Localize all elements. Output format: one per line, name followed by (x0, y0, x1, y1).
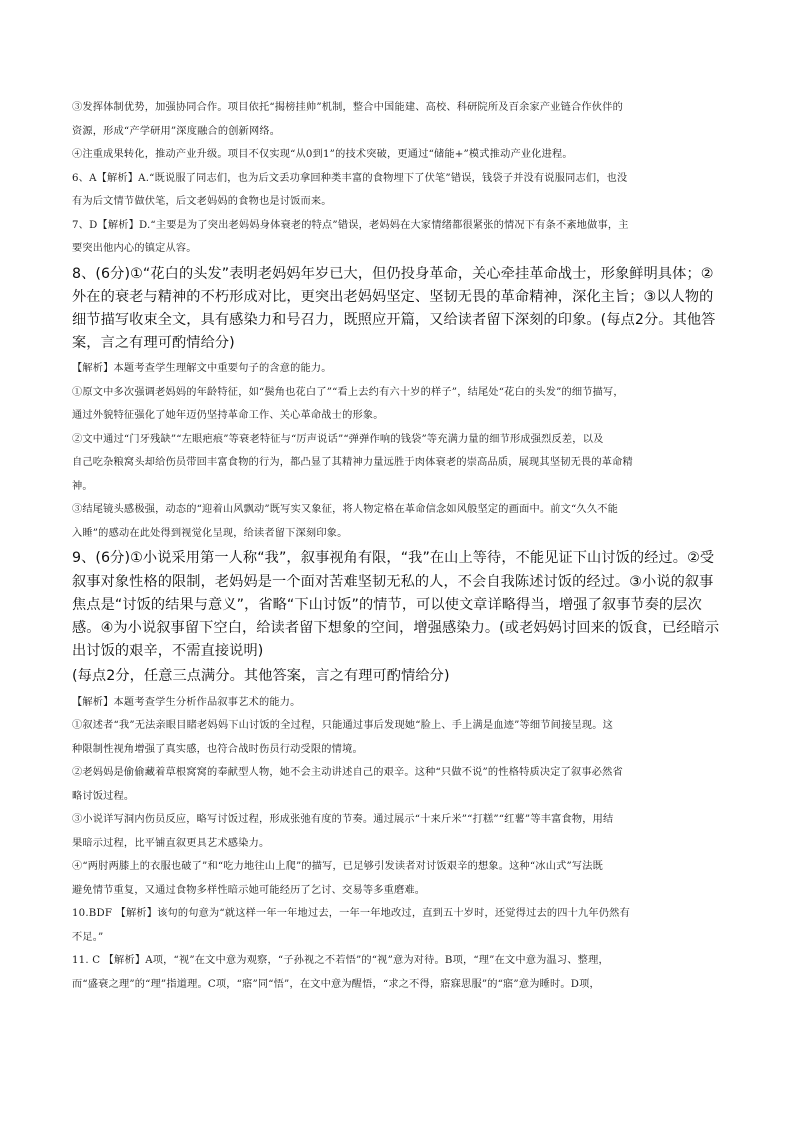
q9-analysis-line: ②老妈妈是偷偷藏着草根窝窝的奉献型人物，她不会主动讲述自己的艰辛。这种“只做不说”的性格特质决定了叙事必然省 (72, 767, 623, 779)
question-10 (72, 902, 724, 949)
question-8 (72, 263, 724, 546)
q8-analysis-line: ③结尾镜头感极强，动态的“迎着山风飘动”既写实又象征，将人物定格在革命信念如风般坚定的画面中。前文“久久不能 (72, 504, 618, 516)
q6-line: 有为后文情节做伏笔，后文老妈妈的食物也是讨饭而来。 (72, 196, 332, 207)
q7-line: 7、D【解析】D.“主要是为了突出老妈妈身体衰老的特点”错误，老妈妈在大家情绪都很紧张的情况下有条不紊地做事，主 (72, 219, 629, 231)
q8-analysis-line: 自己吃杂粮窝头却给伤员带回丰富食物的行为，都凸显了其精神力量远胜于肉体衰老的崇高品质，展现其坚韧无畏的革命精 (72, 457, 633, 469)
q9-answer: 9、(6分)①小说采用第一人称“我”，叙事视角有限，“我”在山上等待，不能见证下山讨饭的经过。②受叙事对象性格的限制，老妈妈是一个面对苦难坚韧无私的人，不会自我陈述讨饭的经过。③小说的叙事焦点是“讨饭的结果与意义”，省略“下山讨饭”的情节，可以使文章详略得当，增强了叙事节奏的层次感。④为小说叙事留下空白，给读者留下想象的空间，增强感染力。(或老妈妈讨回来的饭食，已经暗示出讨饭的艰辛，不需直接说明) (72, 550, 720, 660)
q6-line: 6、A【解析】A.“既说服了同志们，也为后文丢功拿回种类丰富的食物埋下了伏笔”错误，钱袋子并没有说服同志们，也没 (72, 172, 628, 184)
q9-analysis-line: 【解析】本题考查学生分析作品叙事艺术的能力。 (72, 696, 301, 708)
q10-line: 10.BDF 【解析】该句的句意为“就这样一年一年地过去，一年一年地改过，直到五十岁时，还觉得过去的四十九年仍然有 (72, 908, 630, 920)
q9-analysis-line: ③小说详写洞内伤员反应，略写讨饭过程，形成张弛有度的节奏。通过展示“十来斤米”“打糕”“红薯”等丰富食物，用结 (72, 814, 614, 826)
question-9 (72, 547, 724, 902)
q9-analysis-line: 避免情节重复，又通过食物多样性暗示她可能经历了乞讨、交易等多重磨难。 (72, 884, 426, 896)
q9-analysis-line: ④“两肘两膝上的衣服也破了”和“吃力地往山上爬”的描写，已足够引发读者对讨饭艰辛的想象。这种“冰山式”写法既 (72, 861, 604, 873)
q8-analysis-line: ②文中通过“门牙残缺”“左眼疤痕”等衰老特征与“厉声说话”“弹弹作响的钱袋”等充满力量的细节形成强烈反差，以及 (72, 433, 604, 445)
intro-line: ③发挥体制优势，加强协同合作。项目依托“揭榜挂帅”机制，整合中国能建、高校、科研院所及百余家产业链合作伙伴的 (72, 102, 623, 113)
q9-analysis-line: 略讨饭过程。 (72, 790, 135, 802)
document-page (72, 96, 724, 996)
q8-analysis-line: 【解析】本题考查学生理解文中重要句子的含意的能力。 (72, 363, 332, 375)
q7-line: 要突出他内心的镇定从容。 (72, 243, 197, 254)
q8-analysis-line: ①原文中多次强调老妈妈的年龄特征，如“鬓角也花白了”“看上去约有六十岁的样子”，结尾处“花白的头发”的细节描写， (72, 386, 624, 398)
intro-section (72, 96, 724, 167)
q9-scoring: (每点2分，任意三点满分。其他答案，言之有理可酌情给分) (72, 668, 450, 685)
q9-analysis-line: ①叙述者“我”无法亲眼目睹老妈妈下山讨饭的全过程，只能通过事后发现她“脸上、手上满是血迹”等细节间接呈现。这 (72, 720, 614, 732)
q9-analysis-line: 果暗示过程，比平铺直叙更具艺术感染力。 (72, 837, 270, 849)
question-7 (72, 214, 724, 261)
intro-line: 资源，形成“产学研用”深度融合的创新网络。 (72, 125, 281, 137)
q8-analysis-line: 神。 (72, 480, 93, 492)
question-11 (72, 949, 724, 996)
q9-analysis-line: 种限制性视角增强了真实感，也符合战时伤员行动受限的情境。 (72, 743, 363, 755)
q11-line: 而“盛衰之理”的“理”指道理。C项，“寤”同“悟”，在文中意为醒悟，“求之不得，寤寐思服”的“寤”意为睡时。D项， (72, 978, 600, 990)
q8-analysis-line: 入睡”的感动在此处得到视觉化呈现，给读者留下深刻印象。 (72, 527, 348, 539)
q8-answer: 8、(6分)①“花白的头发”表明老妈妈年岁已大，但仍投身革命，关心牵挂革命战士，形象鲜明具体；②外在的衰老与精神的不朽形成对比，更突出老妈妈坚定、坚韧无畏的革命精神，深化主旨；③以人物的细节描写收束全文，具有感染力和号召力，既照应开篇，又给读者留下深刻的印象。(每点2分。其他答案，言之有理可酌情给分) (72, 265, 716, 352)
question-6 (72, 167, 724, 214)
q8-analysis-line: 通过外貌特征强化了她年迈仍坚持革命工作、关心革命战士的形象。 (72, 410, 384, 422)
q11-line: 11. C 【解析】A项，“视”在文中意为观察，“子孙视之不若悟”的“视”意为对待。B项，“理”在文中意为温习、整理， (72, 955, 609, 967)
intro-line: ④注重成果转化，推动产业升级。项目不仅实现“从0到1”的技术突破，更通过“储能+”模式推动产业化进程。 (72, 149, 573, 160)
q10-line: 不足。” (72, 931, 104, 943)
